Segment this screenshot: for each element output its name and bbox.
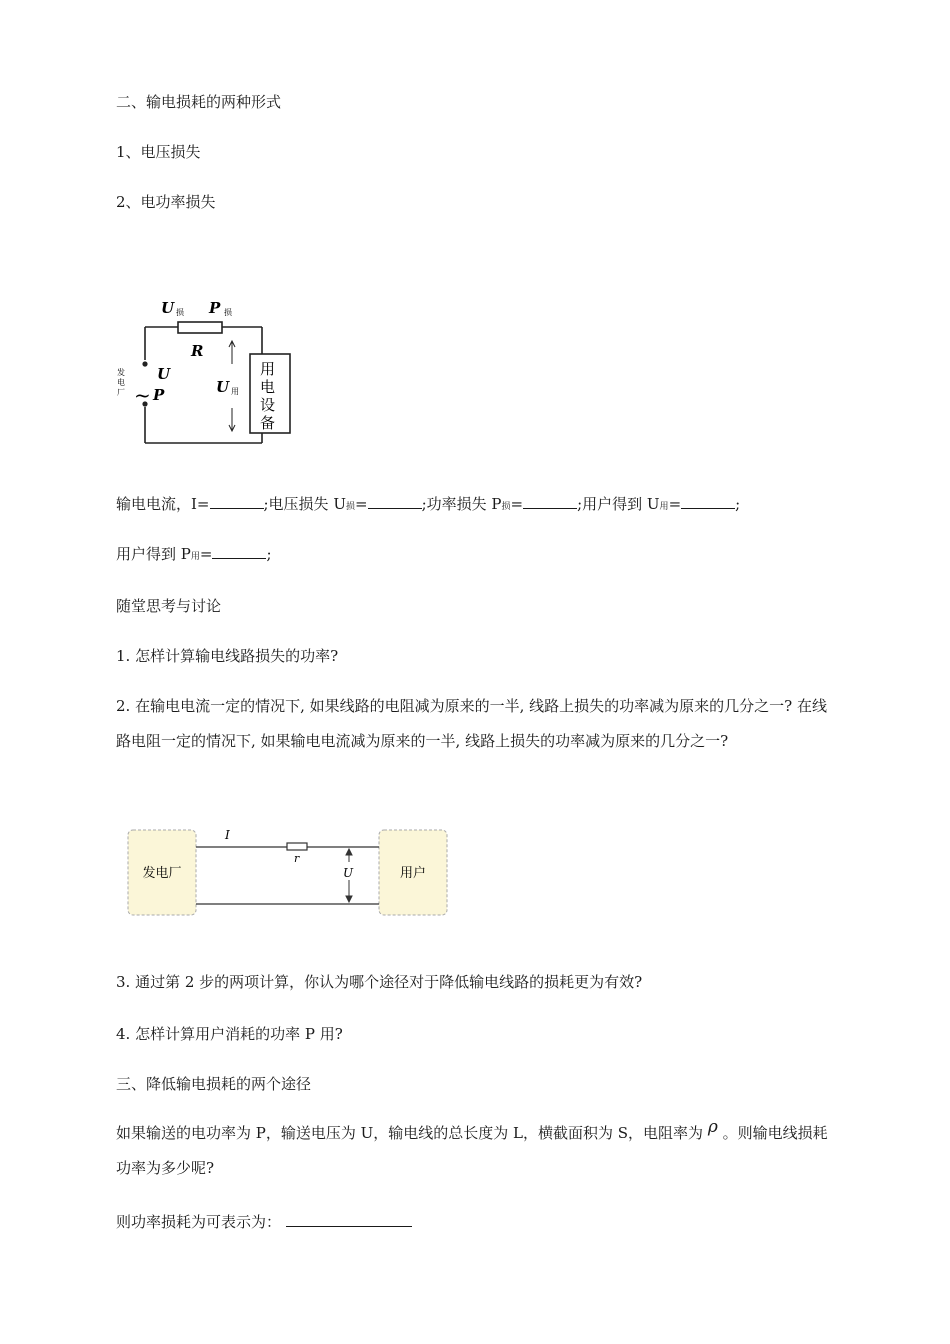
- label-u-use: U: [216, 378, 230, 396]
- discussion-q3: 3. 通过第 2 步的两项计算，你认为哪个途径对于降低输电线路的损耗更为有效?: [116, 973, 643, 991]
- device-label-2: 电: [260, 378, 276, 396]
- section2-item-power-loss: 2、电功率损失: [116, 193, 216, 211]
- fill-text-user-voltage: ;用户得到 U: [577, 495, 660, 513]
- blank-current[interactable]: [210, 494, 264, 509]
- device-label-1: 用: [260, 360, 276, 378]
- fill-sub-use-1: 用: [659, 502, 669, 512]
- discussion-q1: 1. 怎样计算输电线路损失的功率?: [116, 647, 339, 665]
- plant-label: 发电厂: [142, 866, 182, 881]
- label-r-small: r: [294, 852, 300, 865]
- answer-label: 则功率损耗为可表示为：: [116, 1213, 282, 1231]
- label-u-use-sub: 用: [231, 387, 239, 396]
- fill-sub-loss-2: 损: [501, 502, 511, 512]
- answer-line: [116, 1212, 412, 1232]
- fill-in-line-2: [116, 544, 272, 567]
- terminal-top: [142, 361, 147, 366]
- label-u: U: [157, 365, 171, 383]
- blank-power-loss-expression[interactable]: [286, 1212, 412, 1227]
- discussion-heading: 随堂思考与讨论: [116, 597, 222, 615]
- blank-user-voltage[interactable]: [681, 494, 735, 509]
- fill-end-2: ;: [266, 545, 272, 563]
- blank-user-power[interactable]: [212, 544, 266, 559]
- section3-heading: 三、降低输电损耗的两个途径: [116, 1075, 312, 1093]
- user-label: 用户: [399, 866, 427, 881]
- label-r: R: [191, 342, 204, 360]
- discussion-q4: 4. 怎样计算用户消耗的功率 P 用?: [116, 1025, 343, 1043]
- section3-paragraph: [116, 1116, 838, 1186]
- fill-eq-1: =: [354, 495, 368, 513]
- plant-user-line-diagram: [120, 820, 460, 930]
- label-u-loss: U: [161, 299, 175, 317]
- fill-text-current: 输电电流，I=: [116, 495, 210, 513]
- fill-text-voltage-loss: ;电压损失 U: [263, 495, 346, 513]
- section2-item-voltage-loss: 1、电压损失: [116, 143, 201, 161]
- label-u-loss-sub: 损: [176, 308, 184, 317]
- fill-text-user-power: 用户得到 P: [116, 545, 191, 563]
- fill-eq-2: =: [510, 495, 524, 513]
- rho-symbol: ρ: [707, 1117, 718, 1137]
- section3-para-text-a: 如果输送的电功率为 P，输送电压为 U，输电线的总长度为 L，横截面积为 S，电阻率为: [116, 1124, 704, 1142]
- resistor-r: [287, 843, 307, 850]
- discussion-q2: 2. 在输电电流一定的情况下, 如果线路的电阻减为原来的一半, 线路上损失的功率减为原来的几分之一? 在线路电阻一定的情况下, 如果输电电流减为原来的一半, 线路上损失的功率减为原来的几分之一?: [116, 697, 827, 750]
- blank-power-loss[interactable]: [523, 494, 577, 509]
- label-p-loss-sub: 损: [224, 308, 232, 317]
- label-u-small: U: [343, 866, 354, 880]
- fill-sub-use-2: 用: [190, 552, 200, 562]
- section2-heading: 二、输电损耗的两种形式: [116, 93, 282, 111]
- label-i: I: [225, 828, 230, 842]
- resistor-R: [178, 322, 222, 333]
- label-plant-1: 发: [117, 368, 125, 377]
- label-p-loss: P: [209, 299, 221, 317]
- fill-in-line-1: [116, 494, 740, 517]
- fill-eq-3: =: [668, 495, 682, 513]
- label-plant-3: 厂: [117, 388, 125, 397]
- device-label-3: 设: [260, 396, 276, 414]
- section3-para-text-b: 。则输电线损耗功率为多少呢?: [116, 1124, 828, 1177]
- transmission-circuit-diagram: [110, 290, 300, 455]
- fill-sub-loss-1: 损: [345, 502, 355, 512]
- fill-text-power-loss: ;功率损失 P: [421, 495, 502, 513]
- blank-voltage-loss[interactable]: [368, 494, 422, 509]
- label-plant-2: 电: [117, 378, 125, 387]
- device-label-4: 备: [260, 414, 276, 432]
- ac-source-symbol: ~: [134, 383, 151, 407]
- label-p: P: [153, 386, 165, 404]
- fill-eq-4: =: [199, 545, 213, 563]
- fill-end-1: ;: [735, 495, 741, 513]
